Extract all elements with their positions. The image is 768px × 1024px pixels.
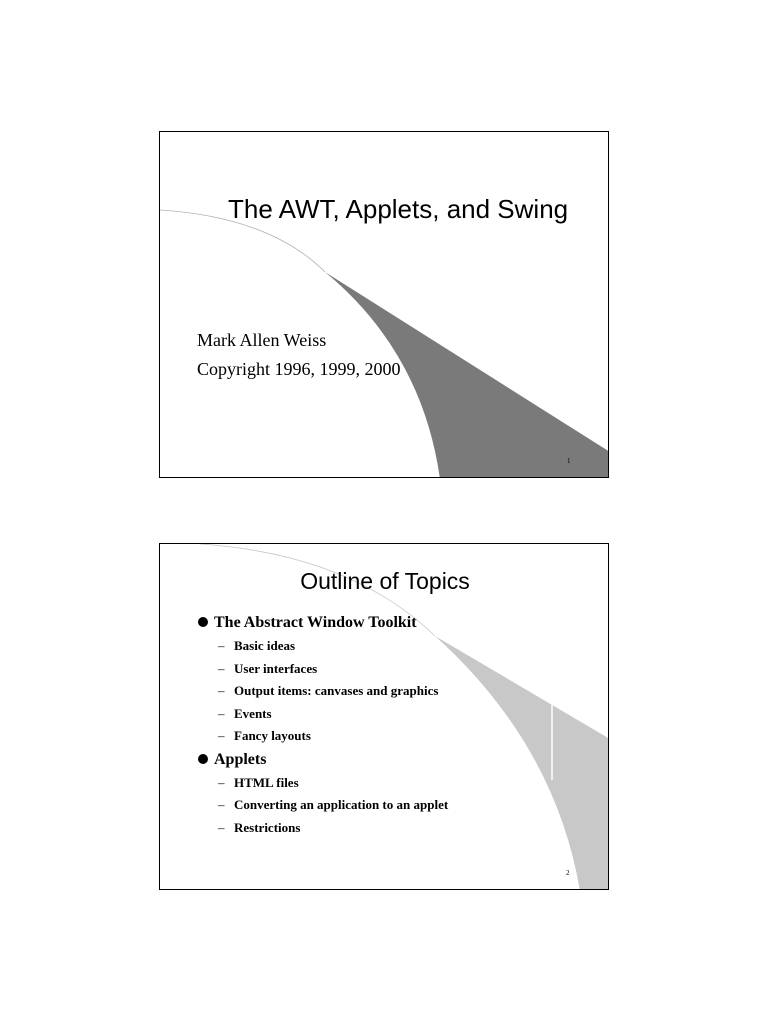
author-block [197,326,401,384]
list-item: – Events [218,705,272,721]
list-item: – Fancy layouts [218,728,311,743]
slide-1-decoration [160,132,609,478]
list-item: – User interfaces [218,660,318,676]
slide-1-number: 1 [567,457,571,465]
list-item: – HTML files [218,774,299,790]
bullet-icon [198,754,208,764]
slide-1-title: The AWT, Applets, and Swing [228,194,569,224]
section-label: The Abstract Window Toolkit [214,614,417,631]
slide-2-title: Outline of Topics [300,568,470,594]
bullet-icon [198,617,208,627]
topic-outline [198,611,588,839]
section-applets [198,748,588,772]
section-label: Applets [214,750,267,768]
slide-2 [159,543,609,890]
list-item: – Basic ideas [218,638,296,653]
list-item: – Converting an application to an applet [218,797,449,812]
list-item: – Restrictions [218,819,301,835]
slide-2-number: 2 [566,869,570,877]
copyright-line: Copyright 1996, 1999, 2000 [197,359,401,379]
slide-1 [159,131,609,478]
author-name: Mark Allen Weiss [197,330,327,350]
list-item: – Output items: canvases and graphics [218,683,439,698]
section-awt [198,611,588,635]
